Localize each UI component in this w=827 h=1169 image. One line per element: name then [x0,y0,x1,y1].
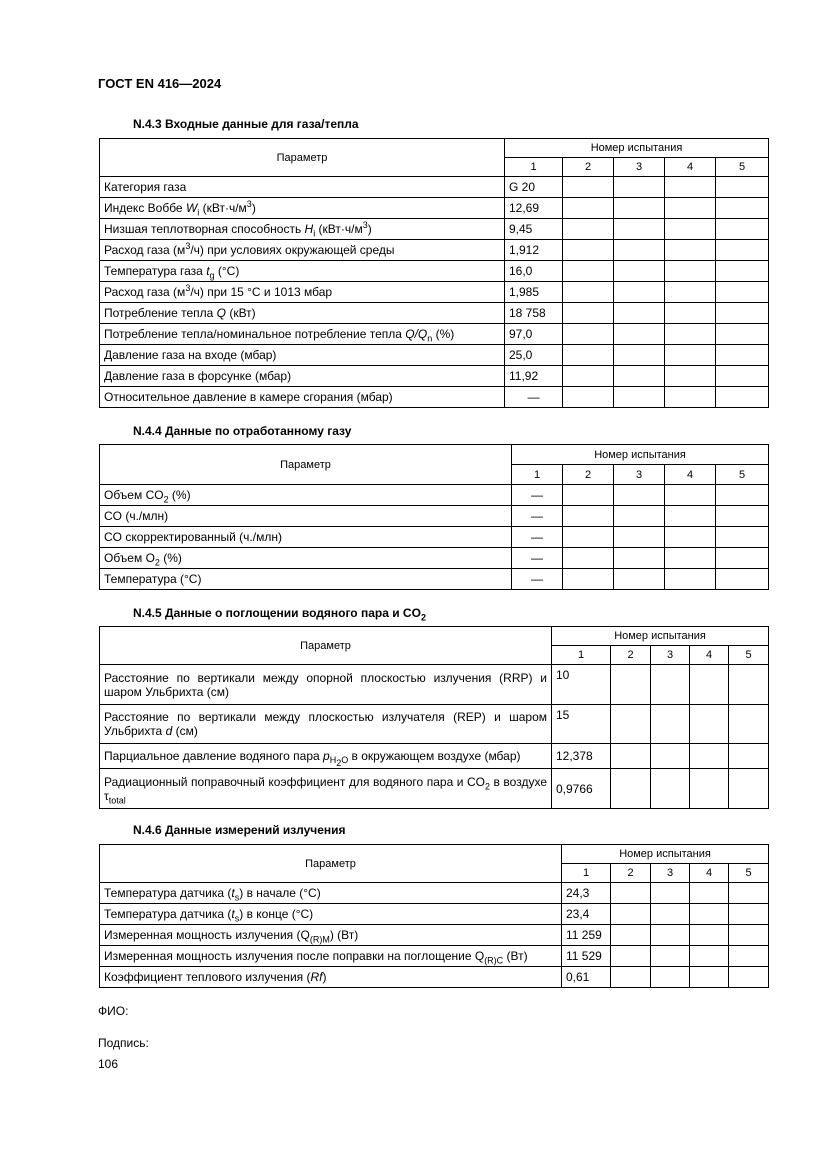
table-flue-gas [99,444,769,590]
row-value: — [512,548,563,569]
table-row [100,198,769,219]
row-label: Радиационный поправочный коэффициент для водяного пара и $CO_2$ в воздухе $\tau_{total}$ [100,769,552,809]
row-label: Категория газа [100,177,505,198]
row-value: 12,378 [552,744,611,769]
test-col-3: 3 [651,864,690,883]
row-label: Измеренная мощность излучения после поправки на поглощение $Q_{(R)C}$ (Вт) [100,946,562,967]
table-row [100,527,769,548]
table-row [100,883,769,904]
test-col-1: 1 [562,864,611,883]
test-col-2: 2 [611,646,651,665]
row-label: Относительное давление в камере сгорания (мбар) [100,387,505,408]
test-col-2: 2 [563,158,614,177]
row-value: — [512,569,563,590]
param-header: Параметр [100,845,562,883]
row-value: — [512,506,563,527]
row-label: Парциальное давление водяного пара $p_{H_2O}$ в окружающем воздухе (мбар) [100,744,552,769]
row-label: Температура газа $t_g$ (°C) [100,261,505,282]
row-label: CO скорректированный (ч./млн) [100,527,512,548]
row-value: — [512,485,563,506]
section-title-n44: N.4.4 Данные по отработанному газу [133,424,352,438]
table-row [100,904,769,925]
param-header: Параметр [100,139,505,177]
section-title-n46: N.4.6 Данные измерений излучения [133,823,346,837]
table-row [100,177,769,198]
row-value: 97,0 [505,324,563,345]
test-col-1: 1 [552,646,611,665]
row-value: 12,69 [505,198,563,219]
test-number-header: Номер испытания [562,845,769,864]
table-row [100,485,769,506]
row-value: 16,0 [505,261,563,282]
table-row [100,925,769,946]
row-label: Температура датчика $(t_s)$ в начале (°C) [100,883,562,904]
test-col-4: 4 [665,158,716,177]
row-value: 24,3 [562,883,611,904]
table-row [100,665,769,705]
table-row [100,705,769,744]
row-value: — [505,387,563,408]
row-value: 10 [552,665,611,705]
test-col-1: 1 [505,158,563,177]
table-gas-heat-input [99,138,769,408]
section-title-n43: N.4.3 Входные данные для газа/тепла [133,117,359,131]
signature-label: Подпись: [98,1036,149,1050]
table-water-vapour-absorption [99,626,769,809]
row-value: — [512,527,563,548]
test-number-header: Номер испытания [505,139,769,158]
row-value: 18 758 [505,303,563,324]
fio-label: ФИО: [98,1004,129,1018]
test-col-5: 5 [729,646,769,665]
row-value: 1,985 [505,282,563,303]
row-label: CO (ч./млн) [100,506,512,527]
param-header: Параметр [100,627,552,665]
row-value: 23,4 [562,904,611,925]
row-value: 11 529 [562,946,611,967]
row-value: 9,45 [505,219,563,240]
row-label: Коэффициент теплового излучения (Rf) [100,967,562,988]
table-row [100,506,769,527]
table-row [100,324,769,345]
row-value: 0,9766 [552,769,611,809]
document-header: ГОСТ EN 416—2024 [98,76,222,91]
row-value: 11 259 [562,925,611,946]
row-value: 1,912 [505,240,563,261]
table-row [100,219,769,240]
table-row [100,967,769,988]
table-row [100,387,769,408]
test-col-3: 3 [651,646,690,665]
row-label: Измеренная мощность излучения $(Q_{(R)M})$ (Вт) [100,925,562,946]
table-row [100,303,769,324]
test-col-2: 2 [563,465,614,485]
test-col-4: 4 [690,646,729,665]
test-col-4: 4 [665,465,716,485]
table-row [100,548,769,569]
row-label: Давление газа на входе (мбар) [100,345,505,366]
table-row [100,769,769,809]
test-col-2: 2 [611,864,651,883]
row-value: G 20 [505,177,563,198]
test-number-header: Номер испытания [512,445,769,465]
param-header: Параметр [100,445,512,485]
test-number-header: Номер испытания [552,627,769,646]
row-label: Расход газа $(м^3/ч)$ при условиях окружающей среды [100,240,505,261]
row-value: 0,61 [562,967,611,988]
test-col-1: 1 [512,465,563,485]
row-label: Потребление тепла/номинальное потребление тепла $Q/Q_n$ (%) [100,324,505,345]
row-label: Индекс Воббе $W_i$ $(кВт\cdot ч/м^3)$ [100,198,505,219]
row-label: Температура (°C) [100,569,512,590]
table-radiation-measurements [99,844,769,988]
row-value: 11,92 [505,366,563,387]
test-col-5: 5 [716,158,769,177]
test-col-3: 3 [614,158,665,177]
row-label: Давление газа в форсунке (мбар) [100,366,505,387]
table-row [100,569,769,590]
row-label: Расстояние по вертикали между опорной плоскостью излучения (RRP) и шаром Ульбрихта (см) [100,665,552,705]
test-col-5: 5 [716,465,769,485]
row-label: Расход газа $(м^3/ч)$ при 15 °C и 1013 мбар [100,282,505,303]
table-row [100,946,769,967]
row-label: Расстояние по вертикали между плоскостью излучателя (REP) и шаром Ульбрихта d (см) [100,705,552,744]
row-value: 25,0 [505,345,563,366]
table-row [100,744,769,769]
row-label: Потребление тепла Q (кВт) [100,303,505,324]
table-row [100,345,769,366]
row-label: Объем $CO_2$ (%) [100,485,512,506]
row-value: 15 [552,705,611,744]
section-title-n45: N.4.5 Данные о поглощении водяного пара и $CO_2$ [133,606,426,623]
table-row [100,261,769,282]
row-label: Температура датчика $(t_s)$ в конце (°C) [100,904,562,925]
page-number: 106 [98,1057,119,1071]
row-label: Низшая теплотворная способность $H_i$ $(кВт\cdot ч/м^3)$ [100,219,505,240]
table-row [100,282,769,303]
test-col-3: 3 [614,465,665,485]
row-label: Объем $O_2$ (%) [100,548,512,569]
test-col-5: 5 [729,864,769,883]
table-row [100,240,769,261]
test-col-4: 4 [690,864,729,883]
table-row [100,366,769,387]
